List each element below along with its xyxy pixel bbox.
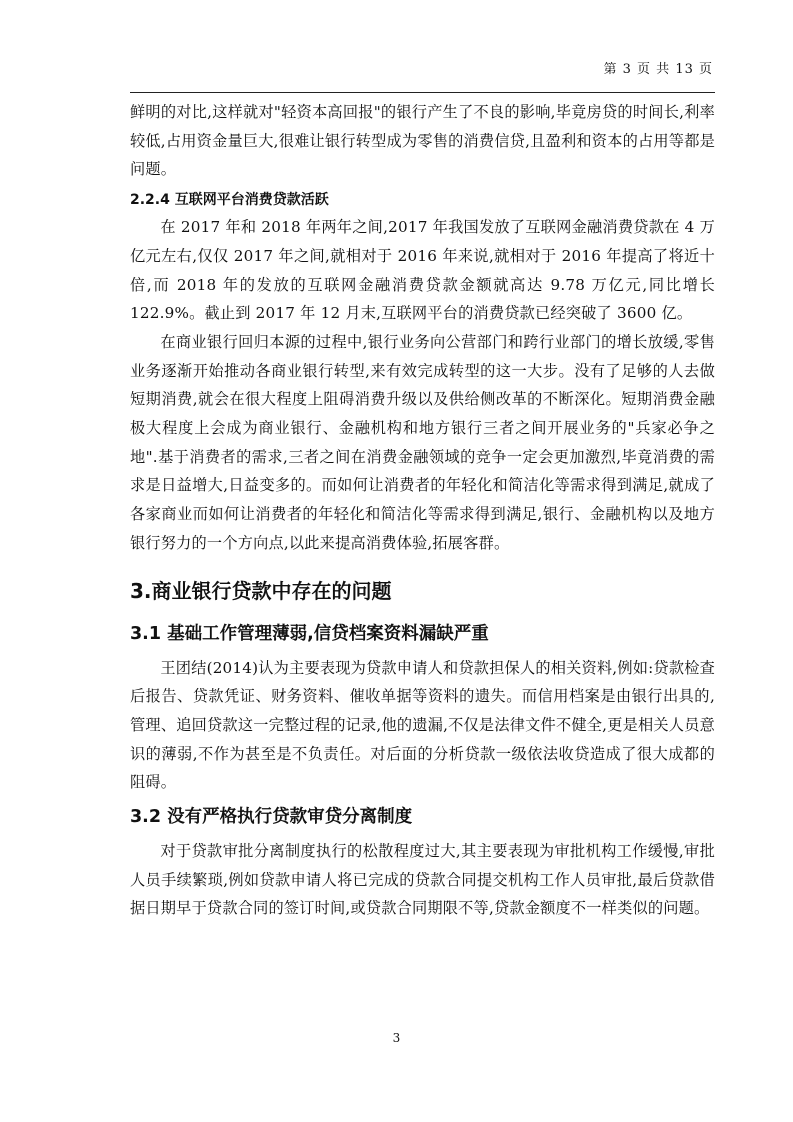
page-number: 3 (392, 1031, 401, 1045)
section-3-2-paragraph: 对于贷款审批分离制度执行的松散程度过大,其主要表现为审批机构工作缓慢,审批人员手续繁琐,例如贷款申请人将已完成的贷款合同提交机构工作人员审批,最后贷款借据日期早于贷款合同的签订时间,或贷款合同期限不等,贷款金额度不一样类似的问题。 (130, 842, 715, 918)
section-2-2-4-heading: 2.2.4 互联网平台消费贷款活跃 (130, 192, 329, 209)
section-3-1-paragraph: 王团结(2014)认为主要表现为贷款申请人和贷款担保人的相关资料,例如:贷款检查后报告、贷款凭证、财务资料、催收单据等资料的遗失。而信用档案是由银行出具的,管理、追回贷款这一完整过程的记录,他的遗漏,不仅是法律文件不健全,更是相关人员意识的薄弱,不作为甚至是不负责任。对后面的分析贷款一级依法收贷造成了很大成都的阻碍。 (130, 658, 715, 792)
section-3-1-heading: 3.1 基础工作管理薄弱,信贷档案资料漏缺严重 (130, 623, 489, 644)
section-3-heading: 3.商业银行贷款中存在的问题 (130, 578, 392, 603)
section-2-2-4-paragraph-1: 在 2017 年和 2018 年两年之间,2017 年我国发放了互联网金融消费贷款在 4 万亿元左右,仅仅 2017 年之间,就相对于 2016 年来说,就相对于 2016 年提高了将近十倍,而 2018 年的发放的互联网金融消费贷款金额就高达 9.78 万亿元,同比增长 122.9%。截止到 2017 年 12 月末,互联网平台的消费贷款已经突破了 3600 亿。 (130, 218, 715, 323)
page-header-info: 第 3 页 共 13 页 (603, 62, 713, 77)
section-2-2-4-paragraph-2: 在商业银行回归本源的过程中,银行业务向公营部门和跨行业部门的增长放缓,零售业务逐渐开始推动各商业银行转型,来有效完成转型的这一大步。没有了足够的人去做短期消费,就会在很大程度上阻碍消费升级以及供给侧改革的不断深化。短期消费金融极大程度上会成为商业银行、金融机构和地方银行三者之间开展业务的"兵家必争之地".基于消费者的需求,三者之间在消费金融领域的竞争一定会更加激烈,毕竟消费的需求是日益增大,日益变多的。而如何让消费者的年轻化和简洁化等需求得到满足,就成了各家商业而如何让消费者的年轻化和简洁化等需求得到满足,银行、金融机构以及地方银行努力的一个方向点,以此来提高消费体验,拓展客群。 (130, 332, 715, 552)
header-divider (130, 92, 715, 93)
page-body (130, 98, 715, 923)
continuation-paragraph: 鲜明的对比,这样就对"轻资本高回报"的银行产生了不良的影响,毕竟房贷的时间长,利率较低,占用资金量巨大,很难让银行转型成为零售的消费信贷,且盈利和资本的占用等都是问题。 (130, 103, 715, 179)
section-3-2-heading: 3.2 没有严格执行贷款审贷分离制度 (130, 807, 413, 828)
